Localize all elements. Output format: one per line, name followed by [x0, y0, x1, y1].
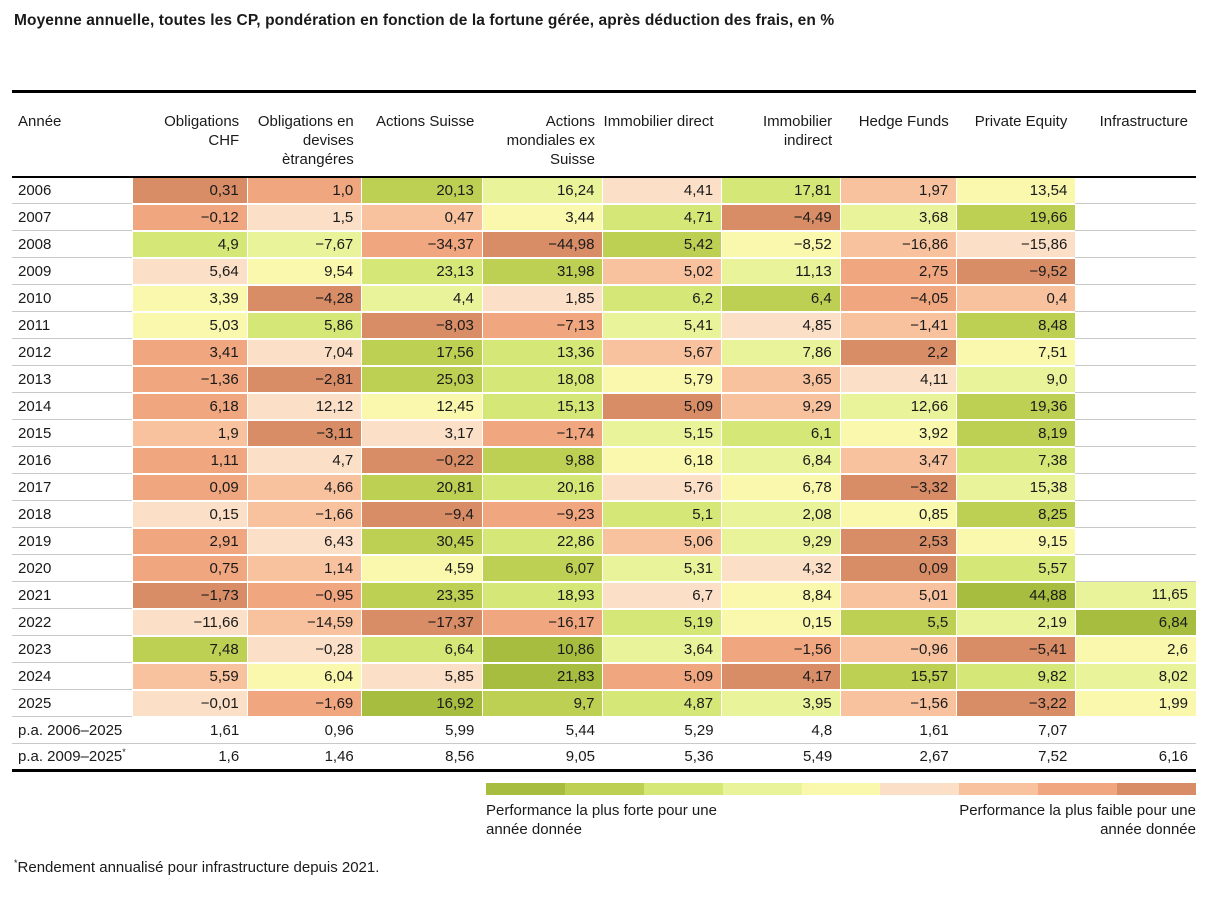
- value-cell: 12,45: [362, 393, 483, 420]
- legend-color-segment: [1117, 783, 1196, 795]
- value-cell: 5,19: [603, 609, 722, 636]
- value-cell: −15,86: [957, 231, 1076, 258]
- legend-color-segment: [486, 783, 565, 795]
- value-cell: 5,64: [133, 258, 248, 285]
- year-row: [12, 231, 1196, 258]
- value-cell: 1,97: [840, 177, 957, 204]
- legend-color-segment: [1038, 783, 1117, 795]
- value-cell: [1075, 231, 1196, 258]
- value-cell: 18,08: [482, 366, 603, 393]
- value-cell: 30,45: [362, 528, 483, 555]
- value-cell: 7,52: [1038, 748, 1068, 765]
- footnote-marker: *: [14, 858, 18, 868]
- value-cell: −1,41: [840, 312, 957, 339]
- year-row: [12, 177, 1196, 204]
- value-cell: 2,08: [722, 501, 841, 528]
- value-cell: 18,93: [482, 582, 603, 609]
- value-cell: −9,23: [482, 501, 603, 528]
- value-cell: 5,29: [684, 721, 714, 739]
- value-cell: 9,29: [722, 393, 841, 420]
- year-row: [12, 555, 1196, 582]
- value-cell: 4,71: [603, 204, 722, 231]
- value-cell: 1,14: [247, 555, 362, 582]
- value-cell: 1,5: [247, 204, 362, 231]
- row-label: 2018: [18, 505, 52, 523]
- value-cell: 19,36: [957, 393, 1076, 420]
- year-row: [12, 312, 1196, 339]
- value-cell: 3,47: [840, 447, 957, 474]
- row-label: p.a. 2009–2025*: [18, 747, 126, 765]
- value-cell: 1,46: [324, 748, 354, 765]
- value-cell: −16,17: [482, 609, 603, 636]
- value-cell: 25,03: [362, 366, 483, 393]
- value-cell: 5,36: [684, 748, 714, 765]
- value-cell: 5,06: [603, 528, 722, 555]
- value-cell: [1075, 285, 1196, 312]
- value-cell: 0,31: [133, 177, 248, 204]
- value-cell: 20,16: [482, 474, 603, 501]
- row-label: 2014: [18, 397, 52, 415]
- value-cell: 5,44: [565, 721, 595, 739]
- value-cell: 17,81: [722, 177, 841, 204]
- value-cell: 15,13: [482, 393, 603, 420]
- value-cell: [1075, 258, 1196, 285]
- value-cell: 4,7: [247, 447, 362, 474]
- value-cell: −3,32: [840, 474, 957, 501]
- year-row: [12, 663, 1196, 690]
- value-cell: 1,99: [1075, 690, 1196, 717]
- value-cell: 5,02: [603, 258, 722, 285]
- value-cell: 4,11: [840, 366, 957, 393]
- value-cell: 4,87: [603, 690, 722, 717]
- value-cell: 7,51: [957, 339, 1076, 366]
- value-cell: 6,16: [1158, 748, 1188, 765]
- value-cell: 5,99: [445, 721, 475, 739]
- value-cell: −4,28: [247, 285, 362, 312]
- row-label: 2024: [18, 667, 52, 685]
- value-cell: 5,86: [247, 312, 362, 339]
- value-cell: 5,76: [603, 474, 722, 501]
- value-cell: 6,7: [603, 582, 722, 609]
- value-cell: −3,11: [247, 420, 362, 447]
- value-cell: 5,79: [603, 366, 722, 393]
- year-row: [12, 393, 1196, 420]
- column-header: Private Equity: [957, 92, 1076, 177]
- value-cell: [1075, 366, 1196, 393]
- value-cell: 6,18: [603, 447, 722, 474]
- value-cell: 0,47: [362, 204, 483, 231]
- value-cell: 4,41: [603, 177, 722, 204]
- value-cell: 4,85: [722, 312, 841, 339]
- value-cell: 3,68: [840, 204, 957, 231]
- footnote: [14, 859, 1196, 876]
- legend-color-segment: [959, 783, 1038, 795]
- value-cell: −4,49: [722, 204, 841, 231]
- column-header: Immobilier indirect: [722, 92, 841, 177]
- column-header: Actions mondiales ex Suisse: [482, 92, 603, 177]
- value-cell: 8,48: [957, 312, 1076, 339]
- column-header: Obligations en devises ètrangéres: [247, 92, 362, 177]
- value-cell: 2,6: [1075, 636, 1196, 663]
- column-header: Obligations CHF: [133, 92, 248, 177]
- legend-weak-label: Performance la plus faible pour une année donnée: [959, 802, 1196, 838]
- value-cell: 6,4: [722, 285, 841, 312]
- value-cell: 4,66: [247, 474, 362, 501]
- value-cell: 5,03: [133, 312, 248, 339]
- value-cell: 2,91: [133, 528, 248, 555]
- value-cell: 23,35: [362, 582, 483, 609]
- value-cell: 1,9: [133, 420, 248, 447]
- year-column-header: Année: [12, 92, 133, 177]
- value-cell: 4,4: [362, 285, 483, 312]
- value-cell: 4,17: [722, 663, 841, 690]
- value-cell: 4,9: [133, 231, 248, 258]
- value-cell: 5,67: [603, 339, 722, 366]
- value-cell: 9,05: [565, 748, 595, 765]
- value-cell: 6,84: [1075, 609, 1196, 636]
- value-cell: 5,49: [802, 748, 833, 765]
- value-cell: 20,13: [362, 177, 483, 204]
- value-cell: 1,0: [247, 177, 362, 204]
- year-row: [12, 636, 1196, 663]
- row-label: 2022: [18, 613, 52, 631]
- column-header: Immobilier direct: [603, 92, 722, 177]
- value-cell: 9,7: [482, 690, 603, 717]
- value-cell: [1075, 474, 1196, 501]
- row-label: 2016: [18, 451, 52, 469]
- value-cell: 0,85: [840, 501, 957, 528]
- value-cell: 4,32: [722, 555, 841, 582]
- legend: [486, 783, 1196, 839]
- value-cell: 6,43: [247, 528, 362, 555]
- value-cell: −7,13: [482, 312, 603, 339]
- value-cell: −1,73: [133, 582, 248, 609]
- value-cell: 6,64: [362, 636, 483, 663]
- value-cell: 13,54: [957, 177, 1076, 204]
- value-cell: 7,38: [957, 447, 1076, 474]
- value-cell: 5,09: [603, 393, 722, 420]
- value-cell: −9,4: [362, 501, 483, 528]
- value-cell: 9,15: [957, 528, 1076, 555]
- row-label: 2012: [18, 343, 52, 361]
- value-cell: −34,37: [362, 231, 483, 258]
- value-cell: 2,19: [957, 609, 1076, 636]
- value-cell: 22,86: [482, 528, 603, 555]
- row-label: 2019: [18, 532, 52, 550]
- value-cell: 3,92: [840, 420, 957, 447]
- value-cell: [1075, 339, 1196, 366]
- row-label-sup: *: [122, 747, 126, 757]
- value-cell: −0,95: [247, 582, 362, 609]
- value-cell: [1075, 393, 1196, 420]
- value-cell: 7,07: [1038, 721, 1068, 739]
- year-row: [12, 609, 1196, 636]
- value-cell: −9,52: [957, 258, 1076, 285]
- row-label: 2008: [18, 235, 52, 253]
- value-cell: 5,15: [603, 420, 722, 447]
- row-label: 2023: [18, 640, 52, 658]
- value-cell: 12,12: [247, 393, 362, 420]
- year-row: [12, 285, 1196, 312]
- value-cell: [1075, 312, 1196, 339]
- legend-color-segment: [802, 783, 881, 795]
- value-cell: 7,86: [722, 339, 841, 366]
- value-cell: 17,56: [362, 339, 483, 366]
- column-header: Actions Suisse: [362, 92, 483, 177]
- value-cell: −44,98: [482, 231, 603, 258]
- value-cell: 5,59: [133, 663, 248, 690]
- value-cell: −17,37: [362, 609, 483, 636]
- value-cell: 0,09: [133, 474, 248, 501]
- value-cell: 0,96: [324, 721, 354, 739]
- row-label: 2010: [18, 289, 52, 307]
- value-cell: −5,41: [957, 636, 1076, 663]
- value-cell: 3,65: [722, 366, 841, 393]
- legend-strong-label: Performance la plus forte pour une année donnée: [486, 802, 717, 838]
- value-cell: 11,13: [722, 258, 841, 285]
- value-cell: −0,96: [840, 636, 957, 663]
- value-cell: 5,41: [603, 312, 722, 339]
- year-row: [12, 474, 1196, 501]
- value-cell: 5,57: [957, 555, 1076, 582]
- value-cell: 0,15: [722, 609, 841, 636]
- value-cell: 6,1: [722, 420, 841, 447]
- row-label: 2021: [18, 586, 52, 604]
- row-label: 2011: [18, 316, 51, 334]
- value-cell: −1,56: [722, 636, 841, 663]
- value-cell: 0,15: [133, 501, 248, 528]
- value-cell: [1075, 420, 1196, 447]
- value-cell: [1075, 501, 1196, 528]
- value-cell: −14,59: [247, 609, 362, 636]
- value-cell: 5,42: [603, 231, 722, 258]
- year-row: [12, 690, 1196, 717]
- column-header: Infrastructure: [1075, 92, 1196, 177]
- value-cell: 8,02: [1075, 663, 1196, 690]
- value-cell: 6,2: [603, 285, 722, 312]
- page-title: Moyenne annuelle, toutes les CP, pondération en fonction de la fortune gérée, après déduction des frais, en %: [14, 12, 835, 29]
- value-cell: 0,4: [957, 285, 1076, 312]
- value-cell: 5,31: [603, 555, 722, 582]
- header-row: [12, 92, 1196, 177]
- year-row: [12, 501, 1196, 528]
- value-cell: −1,74: [482, 420, 603, 447]
- footnote-text: Rendement annualisé pour infrastructure depuis 2021.: [17, 859, 380, 876]
- value-cell: 11,65: [1075, 582, 1196, 609]
- value-cell: 3,95: [722, 690, 841, 717]
- value-cell: 1,61: [209, 721, 240, 739]
- value-cell: −1,36: [133, 366, 248, 393]
- value-cell: 5,85: [362, 663, 483, 690]
- value-cell: 10,86: [482, 636, 603, 663]
- value-cell: [1075, 177, 1196, 204]
- value-cell: −0,12: [133, 204, 248, 231]
- value-cell: [1075, 555, 1196, 582]
- value-cell: −2,81: [247, 366, 362, 393]
- row-label: 2009: [18, 262, 52, 280]
- value-cell: 3,17: [362, 420, 483, 447]
- value-cell: 5,1: [603, 501, 722, 528]
- value-cell: 21,83: [482, 663, 603, 690]
- value-cell: −4,05: [840, 285, 957, 312]
- value-cell: −3,22: [957, 690, 1076, 717]
- value-cell: 8,84: [722, 582, 841, 609]
- legend-gradient-bar: [486, 783, 1196, 795]
- value-cell: 15,57: [840, 663, 957, 690]
- value-cell: 12,66: [840, 393, 957, 420]
- value-cell: 9,54: [247, 258, 362, 285]
- value-cell: −7,67: [247, 231, 362, 258]
- legend-color-segment: [644, 783, 723, 795]
- pa-summary-row: [12, 717, 1196, 744]
- year-row: [12, 258, 1196, 285]
- value-cell: 1,85: [482, 285, 603, 312]
- value-cell: 7,48: [133, 636, 248, 663]
- value-cell: −1,69: [247, 690, 362, 717]
- value-cell: −1,66: [247, 501, 362, 528]
- pa-summary-row: [12, 744, 1196, 771]
- row-label: 2007: [18, 208, 52, 226]
- year-row: [12, 339, 1196, 366]
- value-cell: 6,07: [482, 555, 603, 582]
- value-cell: 44,88: [957, 582, 1076, 609]
- value-cell: −0,22: [362, 447, 483, 474]
- value-cell: 2,67: [919, 748, 949, 765]
- row-label: 2013: [18, 370, 52, 388]
- legend-color-segment: [565, 783, 644, 795]
- value-cell: 7,04: [247, 339, 362, 366]
- value-cell: 8,25: [957, 501, 1076, 528]
- row-label: 2015: [18, 424, 52, 442]
- legend-color-segment: [723, 783, 802, 795]
- row-label: 2006: [18, 181, 52, 199]
- value-cell: 9,88: [482, 447, 603, 474]
- value-cell: 4,8: [811, 721, 833, 739]
- value-cell: 5,01: [840, 582, 957, 609]
- value-cell: −8,52: [722, 231, 841, 258]
- year-row: [12, 204, 1196, 231]
- row-label: 2020: [18, 559, 52, 577]
- value-cell: 1,6: [218, 748, 240, 765]
- value-cell: −11,66: [133, 609, 248, 636]
- value-cell: 9,0: [957, 366, 1076, 393]
- year-row: [12, 528, 1196, 555]
- value-cell: 20,81: [362, 474, 483, 501]
- value-cell: 6,78: [722, 474, 841, 501]
- value-cell: 19,66: [957, 204, 1076, 231]
- row-label: p.a. 2006–2025: [18, 721, 123, 739]
- value-cell: 5,09: [603, 663, 722, 690]
- value-cell: 4,59: [362, 555, 483, 582]
- value-cell: 2,53: [840, 528, 957, 555]
- value-cell: 15,38: [957, 474, 1076, 501]
- value-cell: [1075, 528, 1196, 555]
- value-cell: 2,75: [840, 258, 957, 285]
- value-cell: 9,82: [957, 663, 1076, 690]
- value-cell: 1,61: [919, 721, 949, 739]
- year-row: [12, 582, 1196, 609]
- value-cell: 6,04: [247, 663, 362, 690]
- year-row: [12, 447, 1196, 474]
- column-header: Hedge Funds: [840, 92, 957, 177]
- value-cell: 16,92: [362, 690, 483, 717]
- value-cell: −16,86: [840, 231, 957, 258]
- value-cell: [1075, 204, 1196, 231]
- row-label: 2025: [18, 694, 52, 712]
- year-row: [12, 420, 1196, 447]
- value-cell: 8,56: [445, 748, 475, 765]
- value-cell: 3,41: [133, 339, 248, 366]
- value-cell: 3,64: [603, 636, 722, 663]
- value-cell: 3,39: [133, 285, 248, 312]
- value-cell: 3,44: [482, 204, 603, 231]
- value-cell: 5,5: [840, 609, 957, 636]
- value-cell: 9,29: [722, 528, 841, 555]
- value-cell: 23,13: [362, 258, 483, 285]
- value-cell: 8,19: [957, 420, 1076, 447]
- value-cell: 2,2: [840, 339, 957, 366]
- value-cell: 0,75: [133, 555, 248, 582]
- value-cell: 1,11: [133, 447, 248, 474]
- value-cell: 0,09: [840, 555, 957, 582]
- value-cell: −0,01: [133, 690, 248, 717]
- value-cell: [1075, 447, 1196, 474]
- year-row: [12, 366, 1196, 393]
- value-cell: [1075, 717, 1196, 744]
- value-cell: 6,18: [133, 393, 248, 420]
- value-cell: 16,24: [482, 177, 603, 204]
- value-cell: 31,98: [482, 258, 603, 285]
- value-cell: −8,03: [362, 312, 483, 339]
- row-label: 2017: [18, 478, 52, 496]
- legend-color-segment: [880, 783, 959, 795]
- value-cell: 6,84: [722, 447, 841, 474]
- value-cell: −0,28: [247, 636, 362, 663]
- value-cell: −1,56: [840, 690, 957, 717]
- value-cell: 13,36: [482, 339, 603, 366]
- performance-table: [12, 90, 1196, 772]
